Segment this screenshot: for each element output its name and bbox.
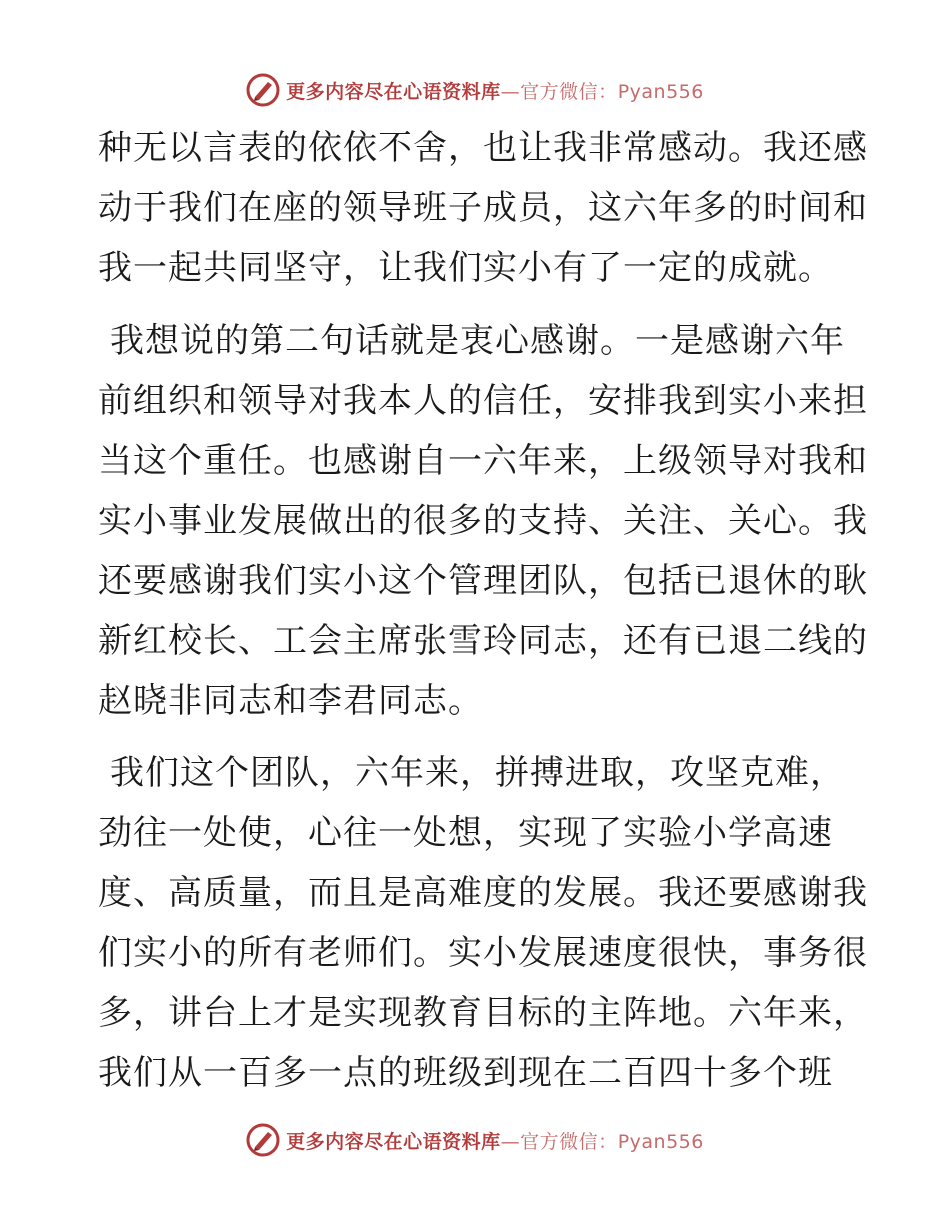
text-line: 们实小的所有老师们。实小发展速度很快，事务很 — [98, 933, 868, 973]
pen-logo-icon — [246, 1123, 280, 1157]
text-line: 赵晓非同志和李君同志。 — [98, 681, 483, 721]
banner-wechat-id: Pyan556 — [617, 80, 704, 103]
text-line: 当这个重任。也感谢自一六年来，上级领导对我和 — [98, 441, 868, 481]
text-line: 我想说的第二句话就是衷心感谢。一是感谢六年 — [110, 321, 845, 361]
banner-dash: — — [500, 80, 521, 103]
banner-wechat-id: Pyan556 — [617, 1130, 704, 1153]
document-body — [98, 118, 868, 1103]
text-line: 动于我们在座的领导班子成员，这六年多的时间和 — [98, 188, 868, 228]
text-line: 种无以言表的依依不舍，也让我非常感动。我还感 — [98, 128, 868, 168]
banner-text — [286, 77, 704, 104]
paragraph-1 — [98, 118, 868, 298]
pen-logo-icon — [246, 73, 280, 107]
text-line: 实小事业发展做出的很多的支持、关注、关心。我 — [98, 501, 868, 541]
text-line: 我们从一百多一点的班级到现在二百四十多个班 — [98, 1053, 833, 1093]
banner-content — [246, 73, 704, 107]
banner-main-text: 更多内容尽在心语资料库 — [286, 1130, 501, 1153]
text-line: 我一起共同坚守，让我们实小有了一定的成就。 — [98, 248, 833, 288]
text-line: 度、高质量，而且是高难度的发展。我还要感谢我 — [98, 873, 868, 913]
header-banner — [0, 70, 950, 110]
paragraph-2 — [98, 311, 868, 731]
footer-banner — [0, 1120, 950, 1160]
text-line: 多，讲台上才是实现教育目标的主阵地。六年来， — [98, 993, 868, 1033]
text-line: 我们这个团队，六年来，拼搏进取，攻坚克难， — [110, 753, 845, 793]
text-line: 前组织和领导对我本人的信任，安排我到实小来担 — [98, 381, 868, 421]
banner-main-text: 更多内容尽在心语资料库 — [286, 80, 501, 103]
banner-dash: — — [500, 1130, 521, 1153]
banner-wechat-label: 官方微信： — [520, 80, 618, 103]
paragraph-3 — [98, 743, 868, 1103]
text-line: 还要感谢我们实小这个管理团队，包括已退休的耿 — [98, 561, 868, 601]
banner-wechat-label: 官方微信： — [520, 1130, 618, 1153]
banner-text — [286, 1127, 704, 1154]
text-line: 新红校长、工会主席张雪玲同志，还有已退二线的 — [98, 621, 868, 661]
text-line: 劲往一处使，心往一处想，实现了实验小学高速 — [98, 813, 833, 853]
banner-content — [246, 1123, 704, 1157]
